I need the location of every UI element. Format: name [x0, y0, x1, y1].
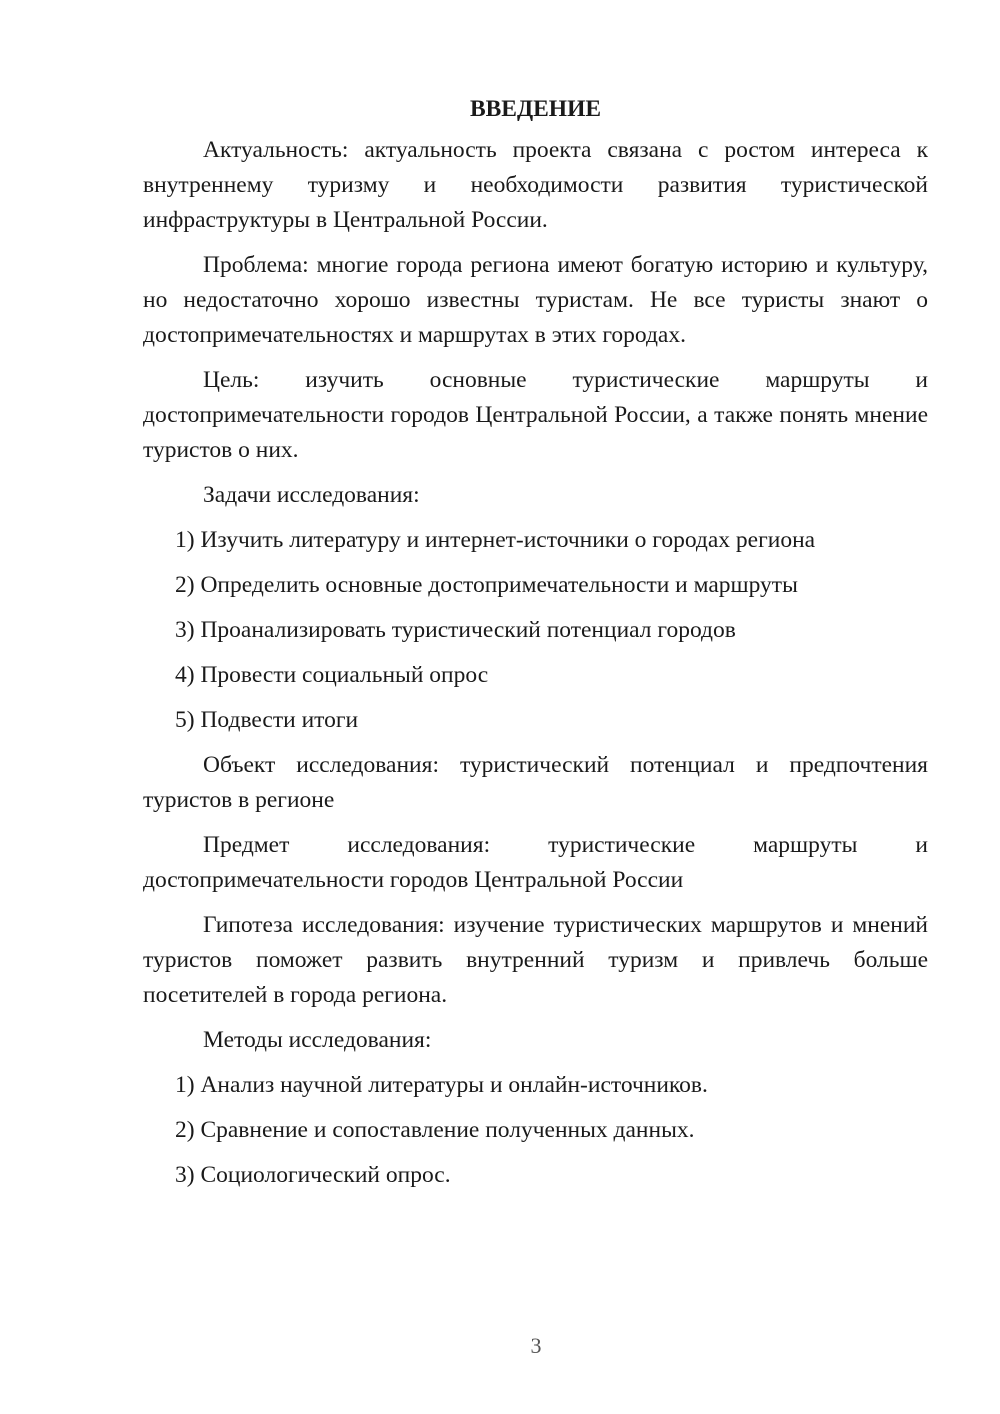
section-heading: ВВЕДЕНИЕ [469, 96, 602, 122]
tasks-label: Задачи исследования: [203, 482, 420, 508]
list-item: 1) Анализ научной литературы и онлайн-источников. [175, 1072, 708, 1098]
relevance-paragraph: Актуальность: актуальность проекта связана с ростом интереса к внутреннему туризму и необходимости развития туристической инфраструктуры в Центральной России. [143, 137, 928, 233]
hypothesis-paragraph: Гипотеза исследования: изучение туристических маршрутов и мнений туристов поможет развить внутренний туризм и привлечь больше посетителей в города региона. [143, 912, 928, 1008]
list-item: 5) Подвести итоги [175, 707, 359, 733]
list-item: 3) Социологический опрос. [175, 1162, 451, 1188]
methods-list [143, 1068, 928, 1193]
list-item: 2) Определить основные достопримечательности и маршруты [175, 572, 798, 598]
list-item: 1) Изучить литературу и интернет-источники о городах региона [175, 527, 816, 553]
list-item: 2) Сравнение и сопоставление полученных данных. [175, 1117, 695, 1143]
tasks-list [143, 523, 928, 738]
methods-label: Методы исследования: [203, 1027, 432, 1053]
page-content [143, 92, 928, 1203]
problem-paragraph: Проблема: многие города региона имеют богатую историю и культуру, но недостаточно хорошо известны туристам. Не все туристы знают о достопримечательностях и маршрутах в этих городах. [143, 252, 928, 348]
page-number: 3 [530, 1333, 542, 1358]
goal-paragraph: Цель: изучить основные туристические маршруты и достопримечательности городов Центральной России, а также понять мнение туристов о них. [143, 367, 928, 463]
object-paragraph: Объект исследования: туристический потенциал и предпочтения туристов в регионе [143, 752, 928, 813]
list-item: 3) Проанализировать туристический потенциал городов [175, 617, 736, 643]
subject-paragraph: Предмет исследования: туристические маршруты и достопримечательности городов Центральной России [143, 832, 928, 893]
list-item: 4) Провести социальный опрос [175, 662, 489, 688]
